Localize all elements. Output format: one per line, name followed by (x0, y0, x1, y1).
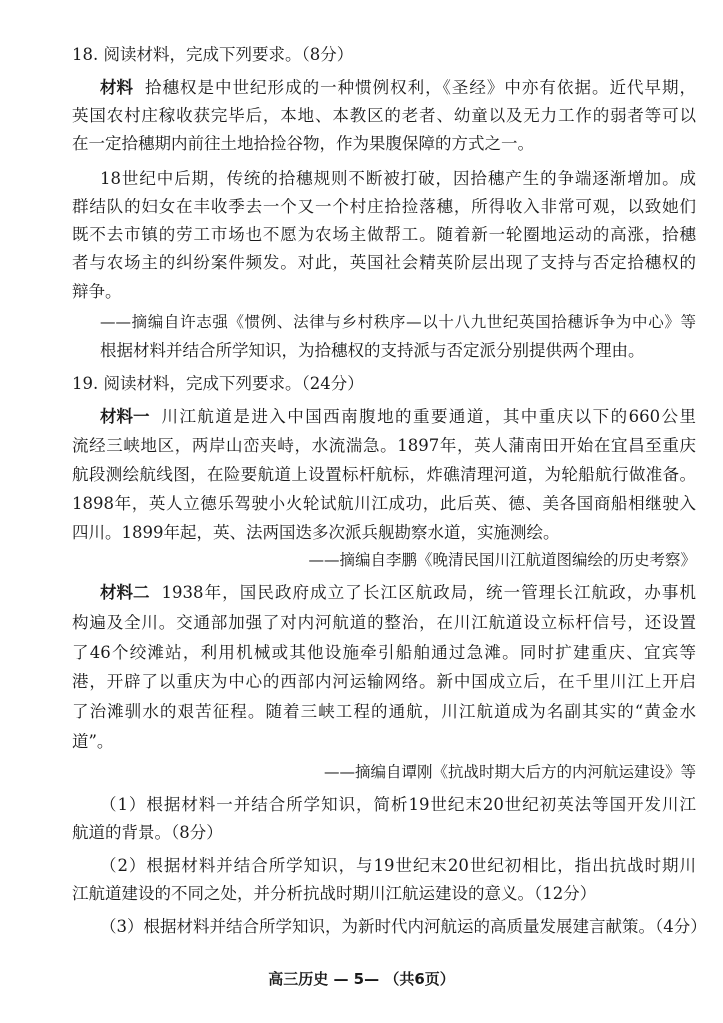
q18-text: 既不去市镇的劳工市场也不愿为农场主做帮工。随着新一轮圈地运动的高涨，拾穗 (72, 225, 696, 244)
q19-m2-text: 1938年，国民政府成立了长江区航政局，统一管理长江航政，办事机 (161, 583, 696, 602)
q19-m1-text: 流经三峡地区，两岸山峦夹峙，水流湍急。1897年，英人蒲南田开始在宜昌至重庆 (72, 436, 696, 455)
q19-m2-text: 构遍及全川。交通部加强了对内河航道的整治，在川江航道设立标杆信号，还设置 (72, 613, 696, 632)
q18-text: 拾穗权是中世纪形成的一种惯例权利，《圣经》中亦有依据。近代早期， (145, 78, 696, 97)
q19-m1-source: ——摘编自李鹏《晚清民国川江航道图编绘的历史考察》 (308, 551, 696, 569)
q18-source: ——摘编自许志强《惯例、法律与乡村秩序—以十八九世纪英国拾穗诉争为中心》等 (100, 313, 696, 331)
q18-question: 根据材料并结合所学知识，为拾穗权的支持派与否定派分别提供两个理由。 (100, 341, 645, 360)
q19-m1-text: 1898年，英人立德乐驾驶小火轮试航川江成功，此后英、德、美各国商船相继驶入 (72, 494, 696, 513)
q19-m1-text: 川江航道是进入中国西南腹地的重要通道，其中重庆以下的660公里 (161, 407, 696, 426)
q18-text: 者与农场主的纠纷案件频发。对此，英国社会精英阶层出现了支持与否定拾穗权的 (72, 253, 696, 272)
q18-text: 英国农村庄稼收获完毕后，本地、本教区的老者、幼童以及无力工作的弱者等可以 (72, 106, 696, 125)
q19-question-3: （3）根据材料并结合所学知识，为新时代内河航运的高质量发展建言献策。（4分） (100, 917, 707, 936)
q19-material2-line (100, 582, 696, 604)
q19-m2-text: 了治滩驯水的艰苦征程。随着三峡工程的通航，川江航道成为名副其实的“黄金水 (72, 702, 696, 721)
q19-material2-label: 材料二 (100, 583, 150, 602)
q19-question-2-cont: 江航道建设的不同之处，并分析抗战时期川江航运建设的意义。（12分） (72, 884, 597, 903)
q18-text: 在一定拾穗期内前往土地拾捡谷物，作为果腹保障的方式之一。 (72, 134, 534, 153)
q19-m1-text: 航段测绘航线图，在险要航道上设置标杆航标，炸礁清理河道，为轮船航行做准备。 (72, 465, 696, 484)
q19-material1-label: 材料一 (100, 407, 150, 426)
q18-text: 18世纪中后期，传统的拾穗规则不断被打破，因拾穗产生的争端逐渐增加。成 (100, 169, 696, 188)
q19-question-1: （1）根据材料一并结合所学知识，简析19世纪末20世纪初英法等国开发川江 (100, 795, 696, 814)
q19-question-2: （2）根据材料并结合所学知识，与19世纪末20世纪初相比，指出抗战时期川 (100, 856, 696, 875)
q18-material-line (100, 77, 696, 99)
q19-m1-text: 四川。1899年起，英、法两国迭多次派兵舰勘察水道，实施测绘。 (72, 523, 560, 542)
q19-material1-line (100, 406, 696, 428)
q19-m2-text: 港，开辟了以重庆为中心的西部内河运输网络。新中国成立后，在千里川江上开启 (72, 672, 696, 691)
q19-header: 19. 阅读材料，完成下列要求。（24分） (72, 374, 364, 393)
q19-m2-text: 道”。 (72, 732, 114, 751)
q18-text: 辩争。 (72, 282, 122, 301)
q18-material-label: 材料 (100, 78, 133, 97)
q18-text: 群结队的妇女在丰收季去一个又一个村庄拾捡落穗，所得收入非常可观，以致她们 (72, 197, 696, 216)
q19-m2-source: ——摘编自谭刚《抗战时期大后方的内河航运建设》等 (323, 763, 696, 781)
q19-question-1-cont: 航道的背景。（8分） (72, 823, 223, 842)
q19-m2-text: 了46个绞滩站，利用机械或其他设施牵引船舶通过急滩。同时扩建重庆、宜宾等 (72, 643, 696, 662)
page-footer: 高三历史 — 5— （共6页） (268, 970, 455, 988)
q18-header: 18. 阅读材料，完成下列要求。（8分） (72, 45, 354, 64)
